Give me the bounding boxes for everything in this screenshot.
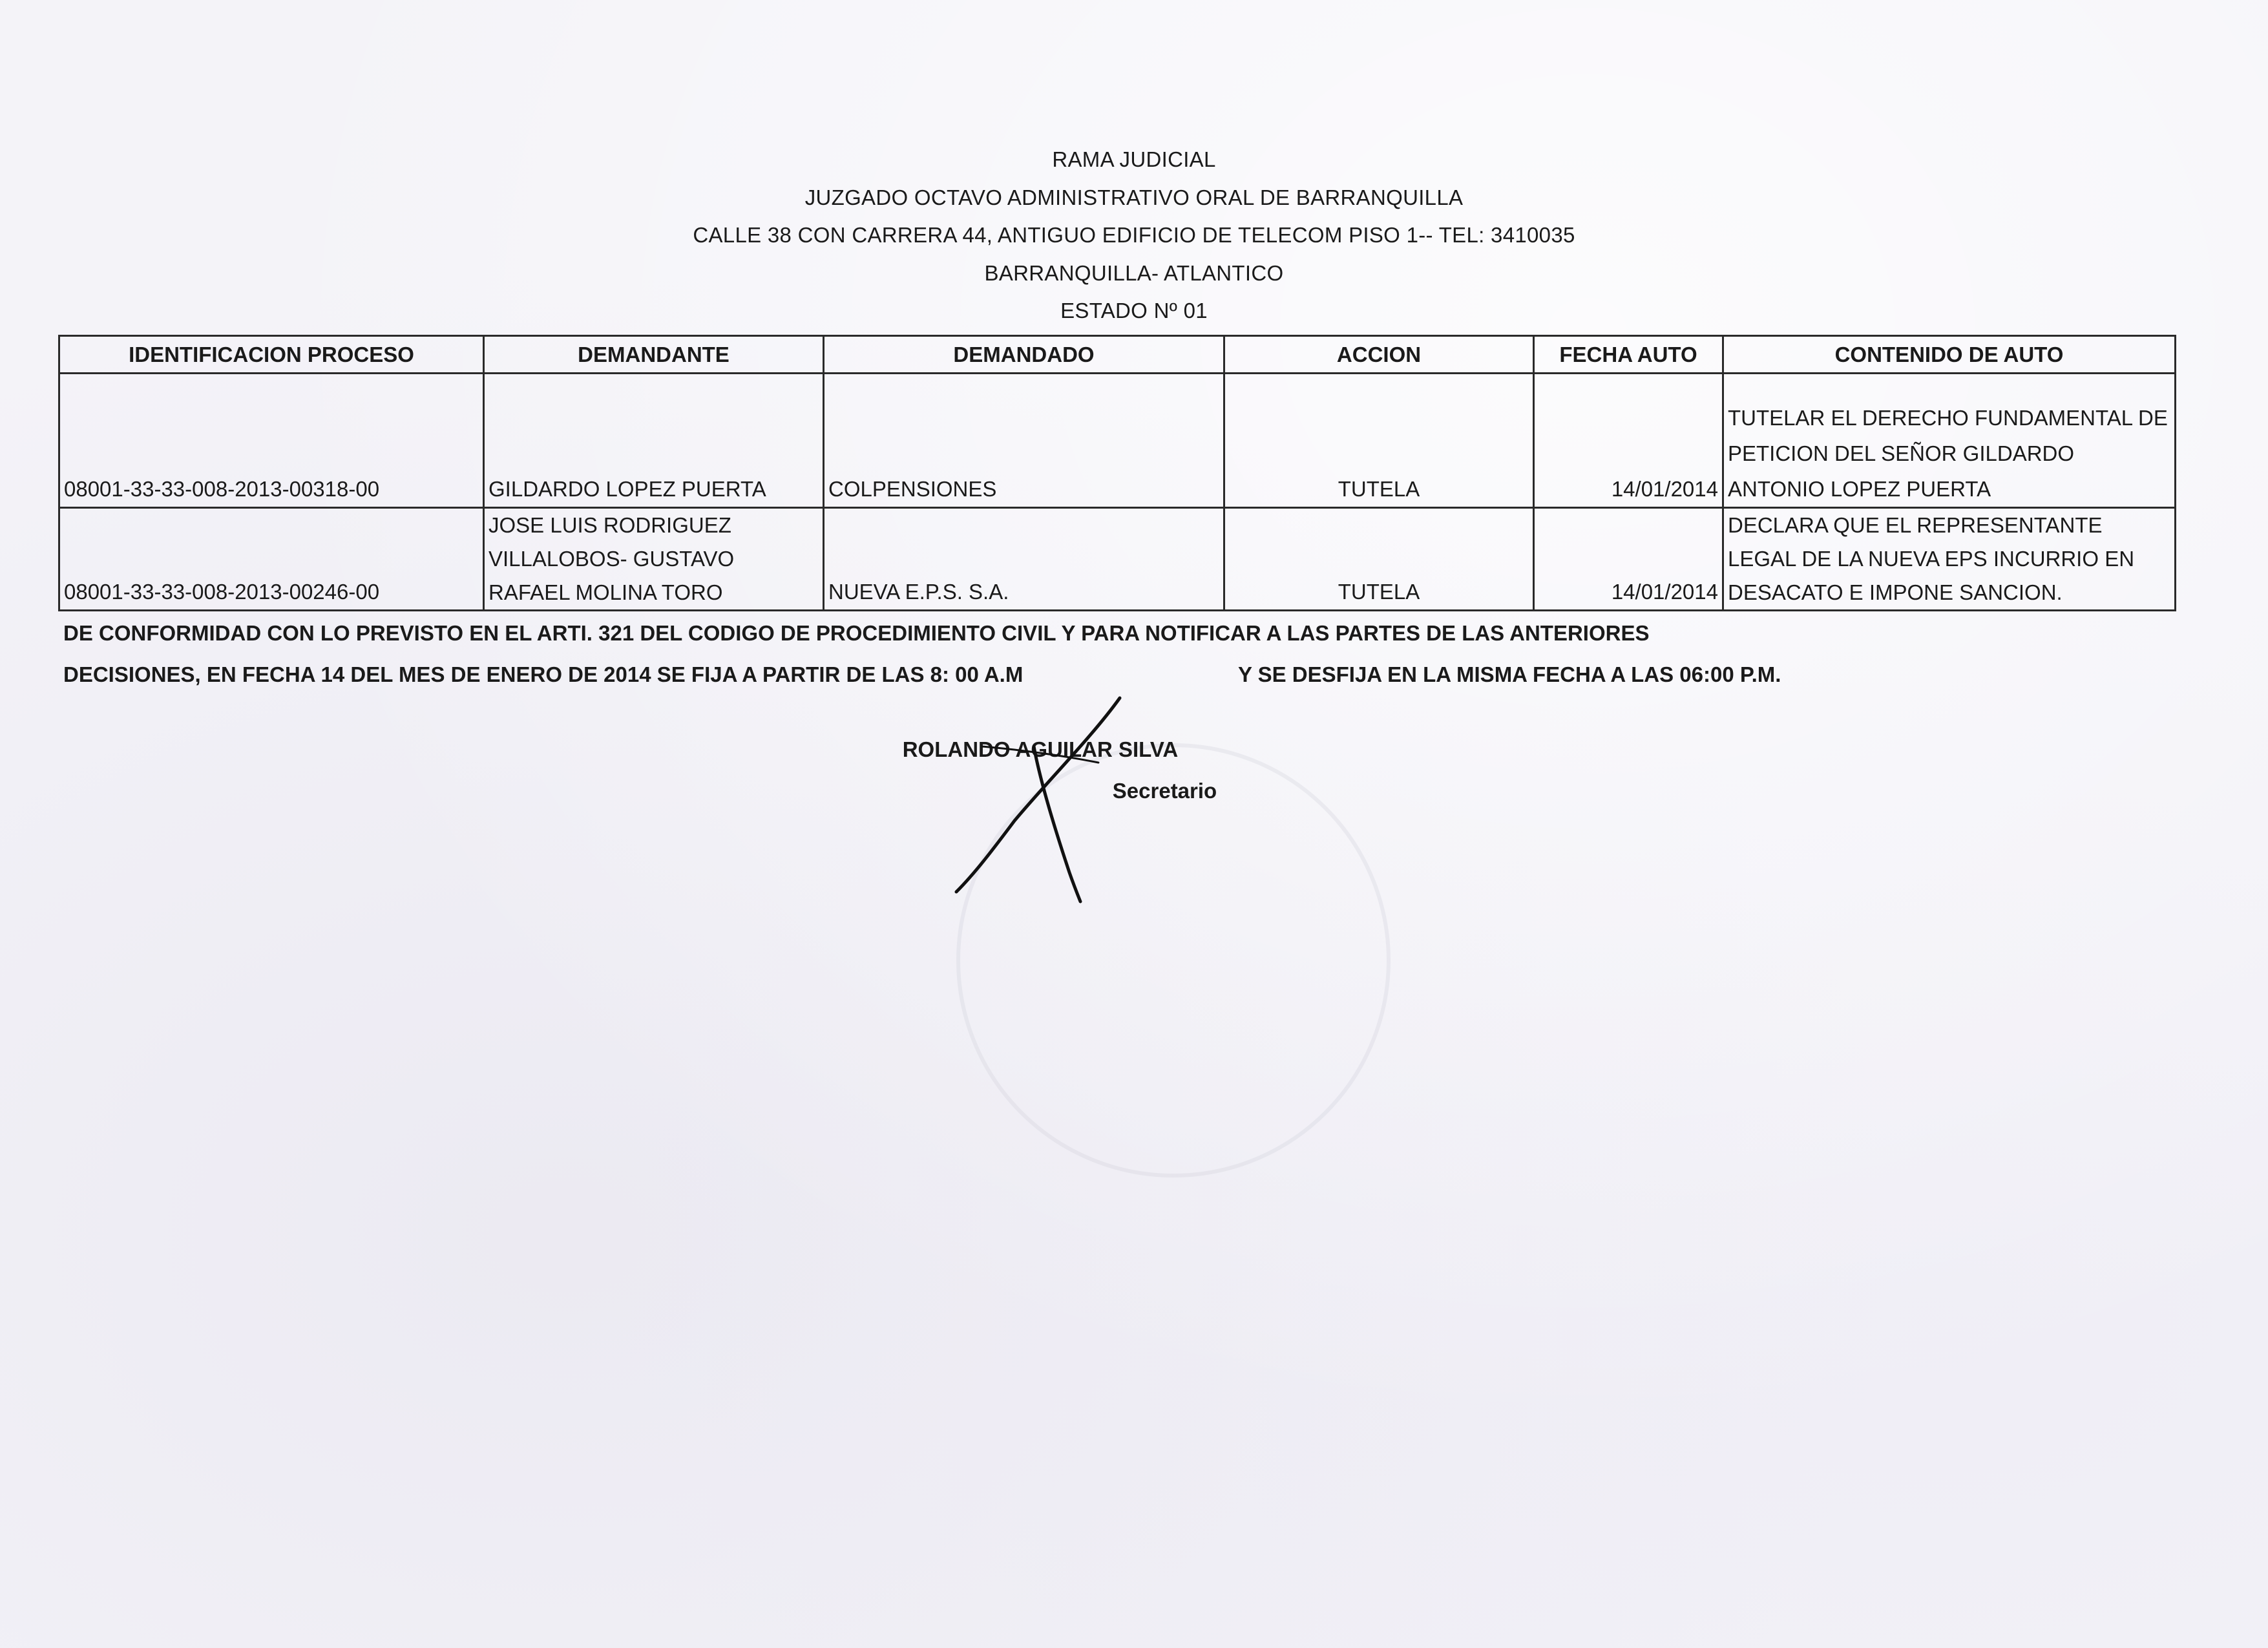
cell-demandado: COLPENSIONES <box>824 374 1224 508</box>
signer-name: ROLANDO AGUILAR SILVA <box>902 737 1179 761</box>
header-line-5: ESTADO Nº 01 <box>1060 299 1208 322</box>
cell-demandado: NUEVA E.P.S. S.A. <box>824 508 1224 611</box>
header-fecha-auto: FECHA AUTO <box>1534 336 1723 374</box>
cell-contenido-auto: DECLARA QUE EL REPRESENTANTE LEGAL DE LA NUEVA EPS INCURRIO EN DESACATO E IMPONE SANCION. <box>1723 508 2176 611</box>
notification-line-1: DE CONFORMIDAD CON LO PREVISTO EN EL ARTI. 321 DEL CODIGO DE PROCEDIMIENTO CIVIL Y PARA NOTIFICAR A LAS PARTES DE LAS ANTERIORES <box>63 621 1650 645</box>
cell-contenido-auto: TUTELAR EL DERECHO FUNDAMENTAL DE PETICION DEL SEÑOR GILDARDO ANTONIO LOPEZ PUERTA <box>1723 374 2176 508</box>
header-line-2: JUZGADO OCTAVO ADMINISTRATIVO ORAL DE BARRANQUILLA <box>804 185 1464 209</box>
cell-accion: TUTELA <box>1224 508 1534 611</box>
cell-demandante: GILDARDO LOPEZ PUERTA <box>484 374 824 508</box>
header-line-1: RAMA JUDICIAL <box>1052 147 1216 171</box>
estado-table <box>58 335 2176 611</box>
header-contenido-auto: CONTENIDO DE AUTO <box>1723 336 2176 374</box>
header-accion: ACCION <box>1224 336 1534 374</box>
notification-text <box>63 613 2131 695</box>
table-row <box>59 374 2176 508</box>
table-row <box>59 508 2176 611</box>
header-line-4: BARRANQUILLA- ATLANTICO <box>984 260 1284 285</box>
cell-fecha-auto: 14/01/2014 <box>1534 374 1723 508</box>
table-header-row <box>59 336 2176 374</box>
cell-identificacion: 08001-33-33-008-2013-00318-00 <box>59 374 484 508</box>
cell-demandante: JOSE LUIS RODRIGUEZ VILLALOBOS- GUSTAVO RAFAEL MOLINA TORO <box>484 508 824 611</box>
header-demandado: DEMANDADO <box>824 336 1224 374</box>
signer-role: Secretario <box>1112 779 1217 803</box>
document-header <box>0 141 2268 330</box>
header-demandante: DEMANDANTE <box>484 336 824 374</box>
handwritten-signature <box>937 685 1144 911</box>
cell-accion: TUTELA <box>1224 374 1534 508</box>
cell-fecha-auto: 14/01/2014 <box>1534 508 1723 611</box>
notification-line-2-fija: DECISIONES, EN FECHA 14 DEL MES DE ENERO DE 2014 SE FIJA A PARTIR DE LAS 8: 00 A.M <box>63 662 1024 686</box>
notification-line-2-desfija: Y SE DESFIJA EN LA MISMA FECHA A LAS 06:00 P.M. <box>1238 662 1781 686</box>
cell-identificacion: 08001-33-33-008-2013-00246-00 <box>59 508 484 611</box>
header-identificacion-proceso: IDENTIFICACION PROCESO <box>59 336 484 374</box>
header-line-3: CALLE 38 CON CARRERA 44, ANTIGUO EDIFICIO DE TELECOM PISO 1-- TEL: 3410035 <box>693 223 1575 247</box>
